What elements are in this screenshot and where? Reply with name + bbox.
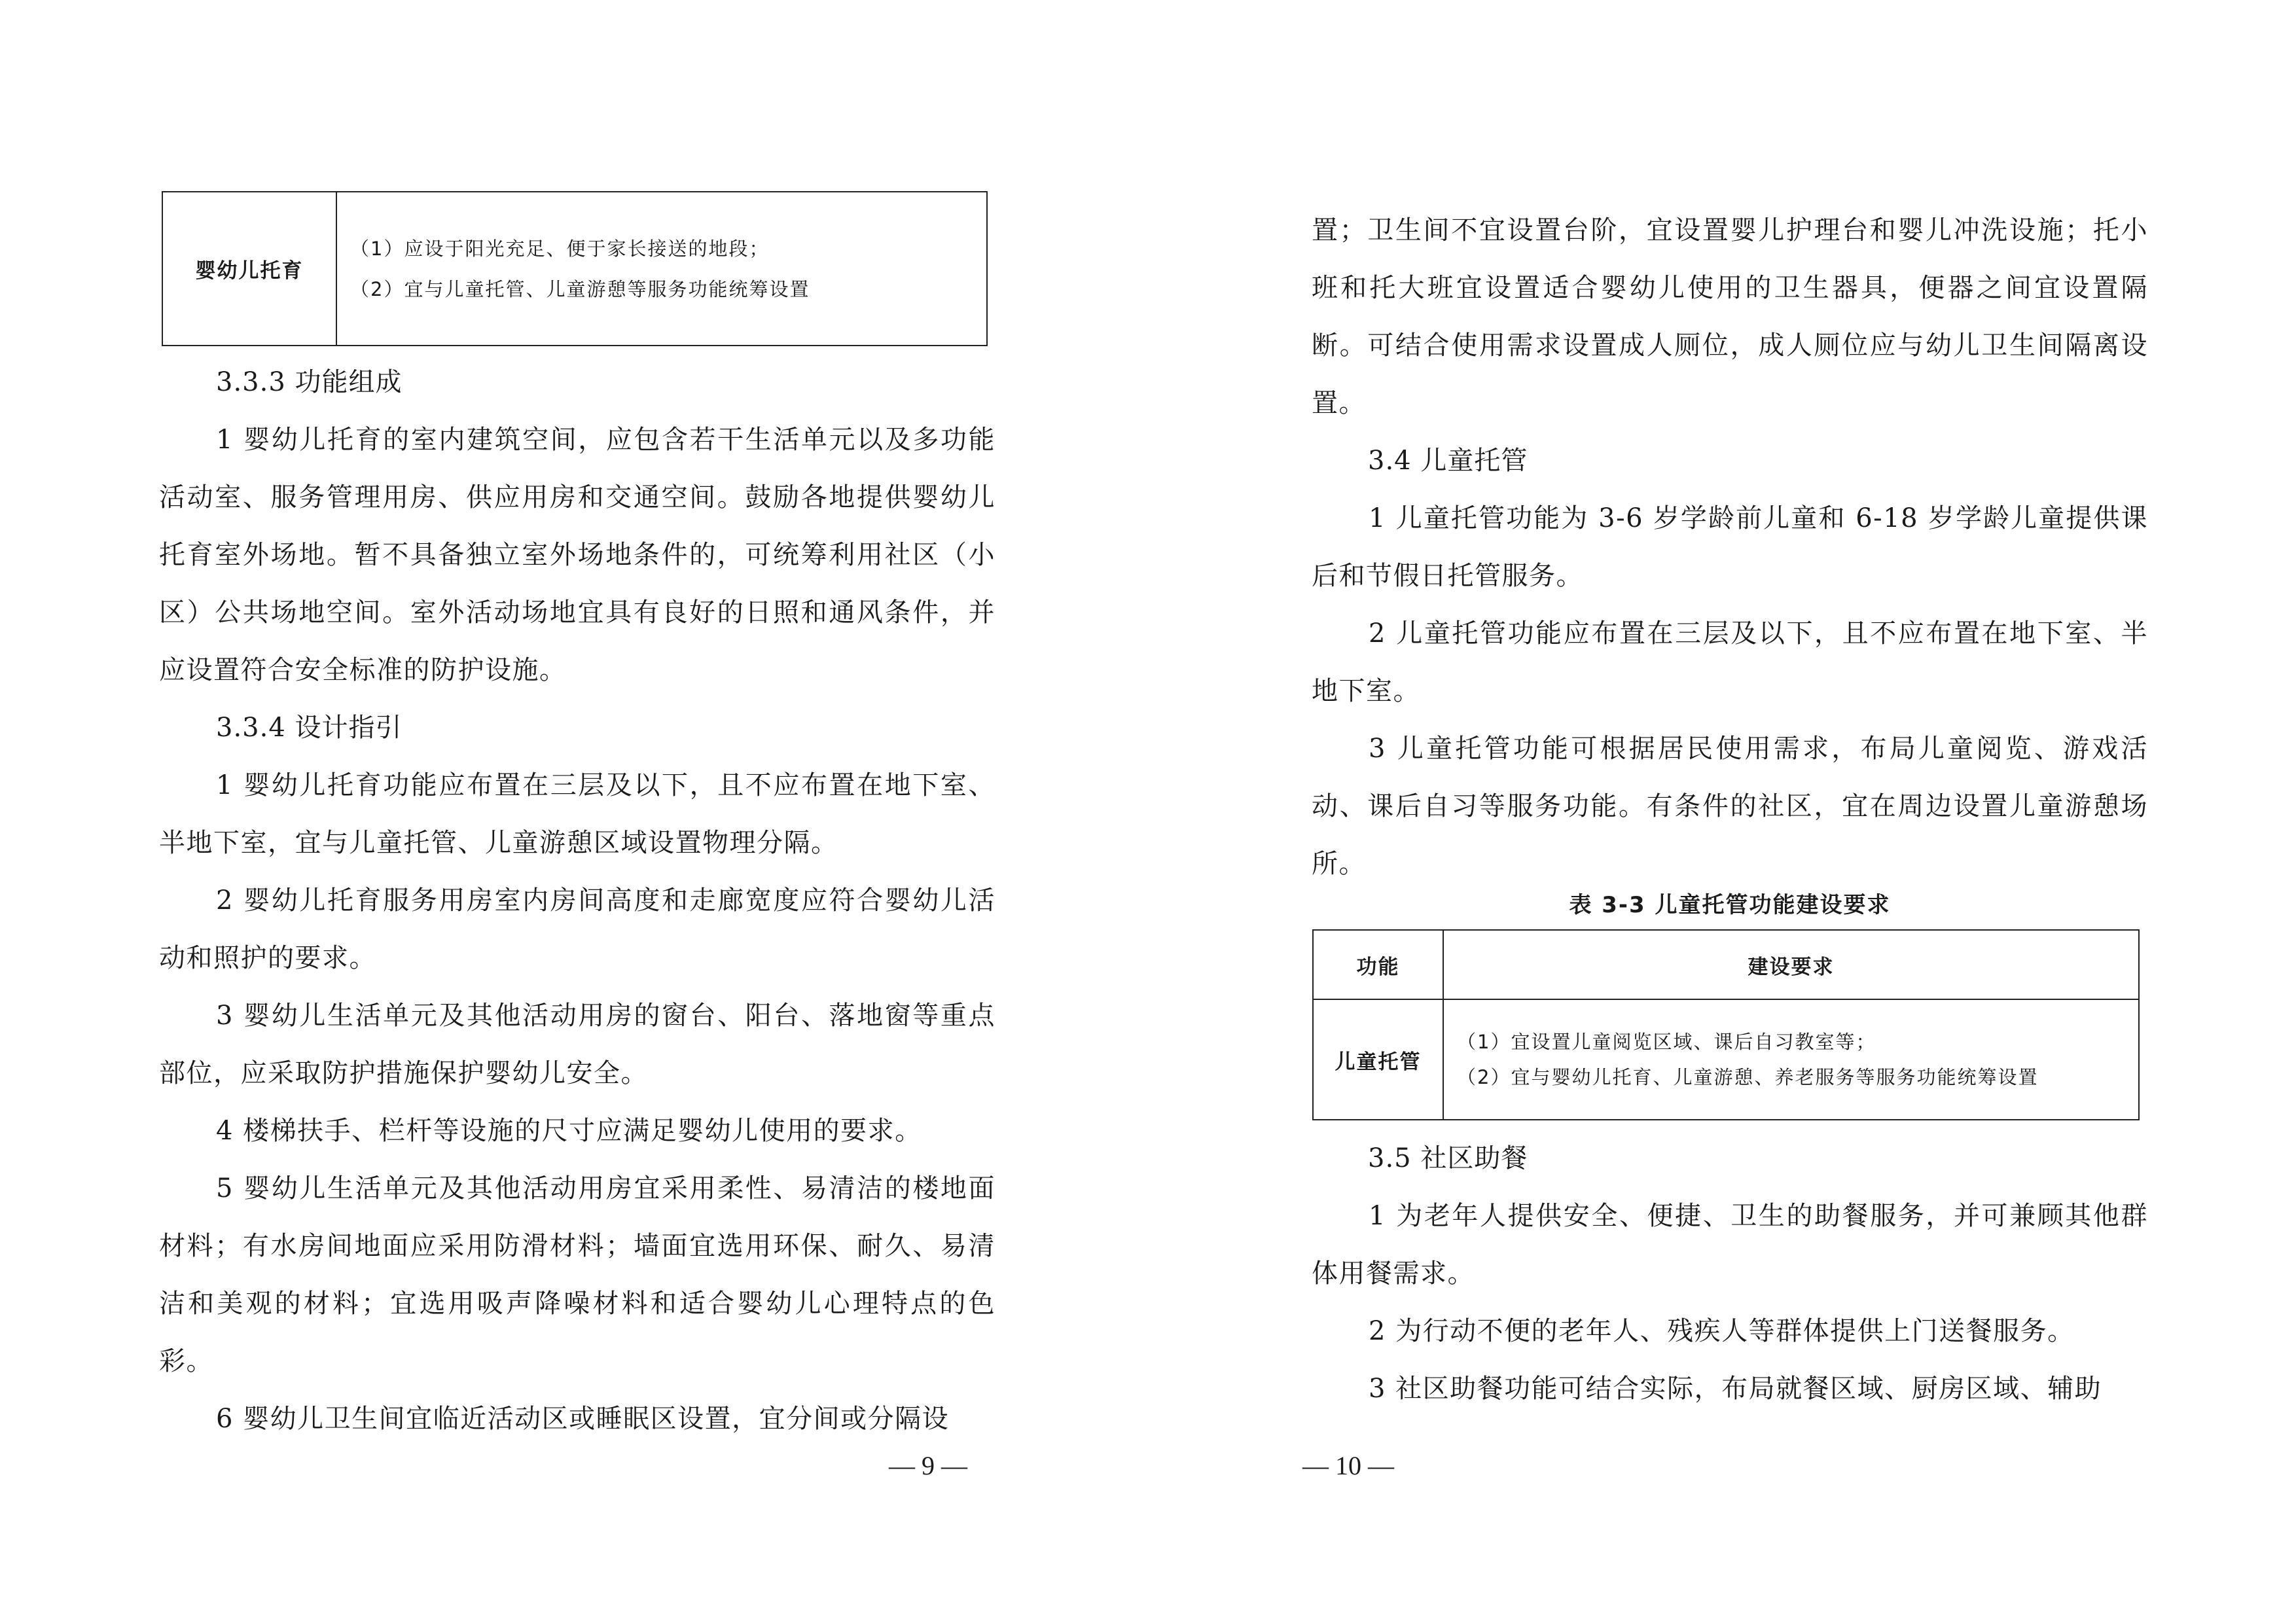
table-header-function: 功能 — [1313, 930, 1443, 999]
section-heading-3-4: 3.4 儿童托管 — [1368, 446, 1528, 476]
table-row — [1313, 999, 2139, 1120]
paragraph: 2 儿童托管功能应布置在三层及以下，且不应布置在地下室、半地下室。 — [1312, 618, 2148, 706]
paragraph: 3 婴幼儿生活单元及其他活动用房的窗台、阳台、落地窗等重点部位，应采取防护措施保护婴幼儿安全。 — [159, 1001, 996, 1088]
table-function-cell: 儿童托管 — [1313, 999, 1443, 1120]
requirement-item: （1）宜设置儿童阅览区域、课后自习教室等； — [1457, 1031, 1876, 1053]
table-caption: 表 3-3 儿童托管功能建设要求 — [1569, 892, 1891, 918]
table-function-cell: 婴幼儿托育 — [162, 192, 336, 346]
paragraph: 2 婴幼儿托育服务用房室内房间高度和走廊宽度应符合婴幼儿活动和照护的要求。 — [159, 885, 996, 973]
paragraph: 1 儿童托管功能为 3-6 岁学龄前儿童和 6-18 岁学龄儿童提供课后和节假日托管服务。 — [1312, 503, 2148, 591]
table-row — [162, 192, 987, 346]
right-page — [1148, 0, 2296, 1623]
paragraph: 2 为行动不便的老年人、残疾人等群体提供上门送餐服务。 — [1369, 1316, 2075, 1346]
paragraph: 1 婴幼儿托育功能应布置在三层及以下，且不应布置在地下室、半地下室，宜与儿童托管、儿童游憩区域设置物理分隔。 — [159, 770, 996, 858]
section-heading-3-3-3: 3.3.3 功能组成 — [216, 367, 403, 397]
paragraph: 置；卫生间不宜设置台阶，宜设置婴儿护理台和婴儿冲洗设施；托小班和托大班宜设置适合婴幼儿使用的卫生器具，便器之间宜设置隔断。可结合使用需求设置成人厕位，成人厕位应与幼儿卫生间隔离设置。 — [1312, 215, 2148, 418]
requirement-item: （2）宜与儿童托管、儿童游憩等服务功能统筹设置 — [350, 277, 810, 300]
page-number: — 9 — — [889, 1451, 967, 1480]
table-header-requirements: 建设要求 — [1443, 930, 2139, 999]
paragraph: 5 婴幼儿生活单元及其他活动用房宜采用柔性、易清洁的楼地面材料；有水房间地面应采用防滑材料；墙面宜选用环保、耐久、易清洁和美观的材料；宜选用吸声降噪材料和适合婴幼儿心理特点的色彩。 — [159, 1173, 996, 1376]
paragraph: 3 儿童托管功能可根据居民使用需求，布局儿童阅览、游戏活动、课后自习等服务功能。有条件的社区，宜在周边设置儿童游憩场所。 — [1312, 734, 2148, 879]
table-requirements-cell — [1443, 999, 2139, 1120]
section-heading-3-3-4: 3.3.4 设计指引 — [216, 713, 403, 743]
requirement-item: （1）应设于阳光充足、便于家长接送的地段； — [350, 237, 770, 260]
table-requirements-cell — [336, 192, 987, 346]
paragraph: 3 社区助餐功能可结合实际，布局就餐区域、厨房区域、辅助 — [1369, 1374, 2102, 1404]
page-number: — 10 — — [1302, 1451, 1394, 1480]
table-header-row — [1313, 930, 2139, 999]
paragraph: 1 为老年人提供安全、便捷、卫生的助餐服务，并可兼顾其他群体用餐需求。 — [1312, 1201, 2148, 1289]
section-heading-3-5: 3.5 社区助餐 — [1368, 1143, 1528, 1173]
childcare-requirements-table — [162, 191, 988, 346]
paragraph: 1 婴幼儿托育的室内建筑空间，应包含若干生活单元以及多功能活动室、服务管理用房、供应用房和交通空间。鼓励各地提供婴幼儿托育室外场地。暂不具备独立室外场地条件的，可统筹利用社区（小区）公共场地空间。室外活动场地宜具有良好的日照和通风条件，并应设置符合安全标准的防护设施。 — [159, 425, 996, 685]
paragraph: 6 婴幼儿卫生间宜临近活动区或睡眠区设置，宜分间或分隔设 — [216, 1404, 950, 1434]
after-school-care-table — [1312, 929, 2140, 1120]
paragraph: 4 楼梯扶手、栏杆等设施的尺寸应满足婴幼儿使用的要求。 — [216, 1116, 922, 1146]
requirement-item: （2）宜与婴幼儿托育、儿童游憩、养老服务等服务功能统筹设置 — [1457, 1066, 2039, 1088]
